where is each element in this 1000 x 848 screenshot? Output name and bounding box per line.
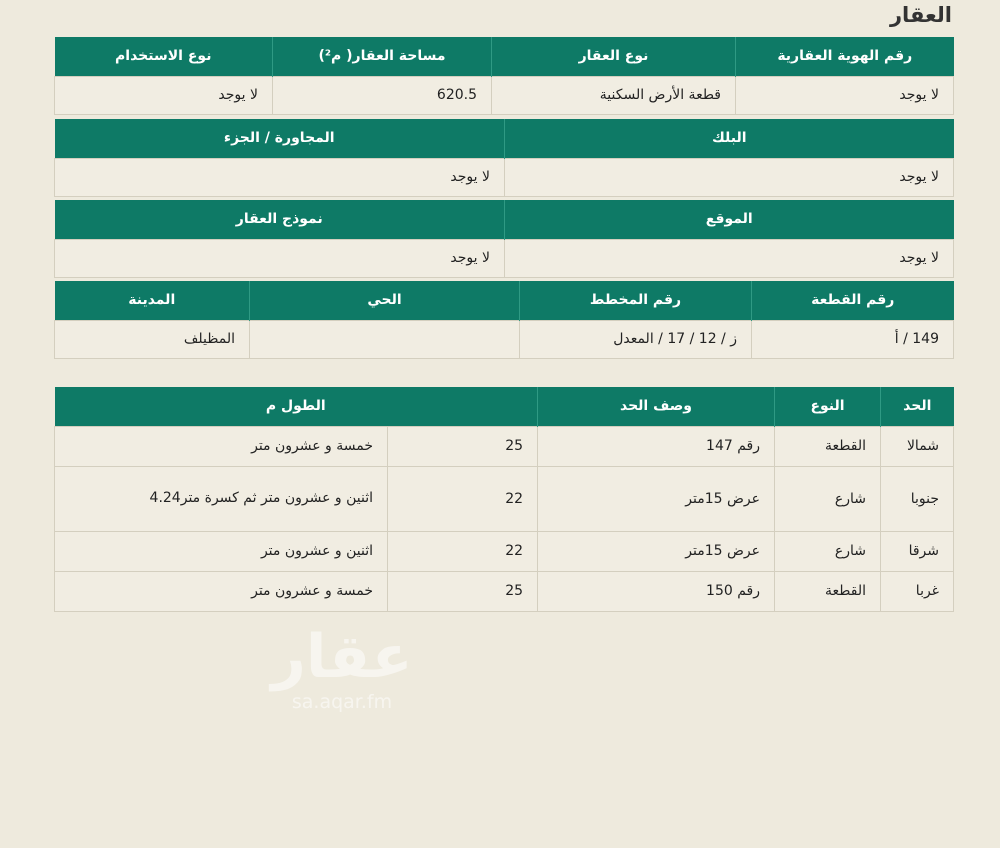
boundary-description: عرض 15متر [538,466,775,531]
header-plan-number: رقم المخطط [520,281,752,320]
value-block: لا يوجد [505,158,954,196]
value-city: المظيلف [55,320,250,358]
value-property-type: قطعة الأرض السكنية [492,76,736,114]
boundary-type: شارع [775,466,881,531]
boundary-side: جنوبا [881,466,954,531]
boundary-length-text: خمسة و عشرون متر [55,571,388,611]
header-location: الموقع [505,200,954,239]
header-district: الحي [250,281,520,320]
boundary-side: شمالا [881,426,954,466]
property-info-table [54,37,954,115]
value-plan-number: ز / 12 / 17 / المعدل [520,320,752,358]
header-boundary: الحد [881,387,954,426]
aqar-watermark [262,622,422,712]
boundary-length: 25 [388,571,538,611]
boundary-length: 25 [388,426,538,466]
header-property-id: رقم الهوية العقارية [736,37,954,76]
table-row [55,466,954,531]
header-property-type: نوع العقار [492,37,736,76]
boundaries-table [54,387,954,612]
boundary-description: رقم 150 [538,571,775,611]
header-property-model: نموذج العقار [55,200,505,239]
boundary-type: القطعة [775,426,881,466]
header-city: المدينة [55,281,250,320]
boundary-type: شارع [775,531,881,571]
boundary-description: عرض 15متر [538,531,775,571]
header-type: النوع [775,387,881,426]
value-neighborhood-part: لا يوجد [55,158,505,196]
value-property-area: 620.5 [273,76,492,114]
header-property-area: مساحة العقار( م²) [273,37,492,76]
value-district [250,320,520,358]
boundary-description: رقم 147 [538,426,775,466]
table-row [55,426,954,466]
value-plot-number: 149 / أ [752,320,954,358]
boundary-length-text: اثنين و عشرون متر [55,531,388,571]
watermark-logo: عقار [271,622,413,692]
header-length: الطول م [55,387,538,426]
boundary-length: 22 [388,531,538,571]
table-row [55,571,954,611]
location-table [54,200,954,278]
watermark-url: sa.aqar.fm [291,691,393,713]
value-property-id: لا يوجد [736,76,954,114]
boundary-side: غربا [881,571,954,611]
value-usage-type: لا يوجد [55,76,273,114]
value-location: لا يوجد [505,239,954,277]
header-neighborhood-part: المجاورة / الجزء [55,119,505,158]
header-usage-type: نوع الاستخدام [55,37,273,76]
table-row [55,531,954,571]
block-table [54,119,954,197]
boundary-type: القطعة [775,571,881,611]
header-boundary-description: وصف الحد [538,387,775,426]
boundary-side: شرقا [881,531,954,571]
header-plot-number: رقم القطعة [752,281,954,320]
boundary-length-text: خمسة و عشرون متر [55,426,388,466]
plot-table [54,281,954,359]
boundary-length: 22 [388,466,538,531]
value-property-model: لا يوجد [55,239,505,277]
section-title: العقار [889,3,952,27]
header-block: البلك [505,119,954,158]
boundary-length-text: اثنين و عشرون متر ثم كسرة متر4.24 [55,466,388,531]
